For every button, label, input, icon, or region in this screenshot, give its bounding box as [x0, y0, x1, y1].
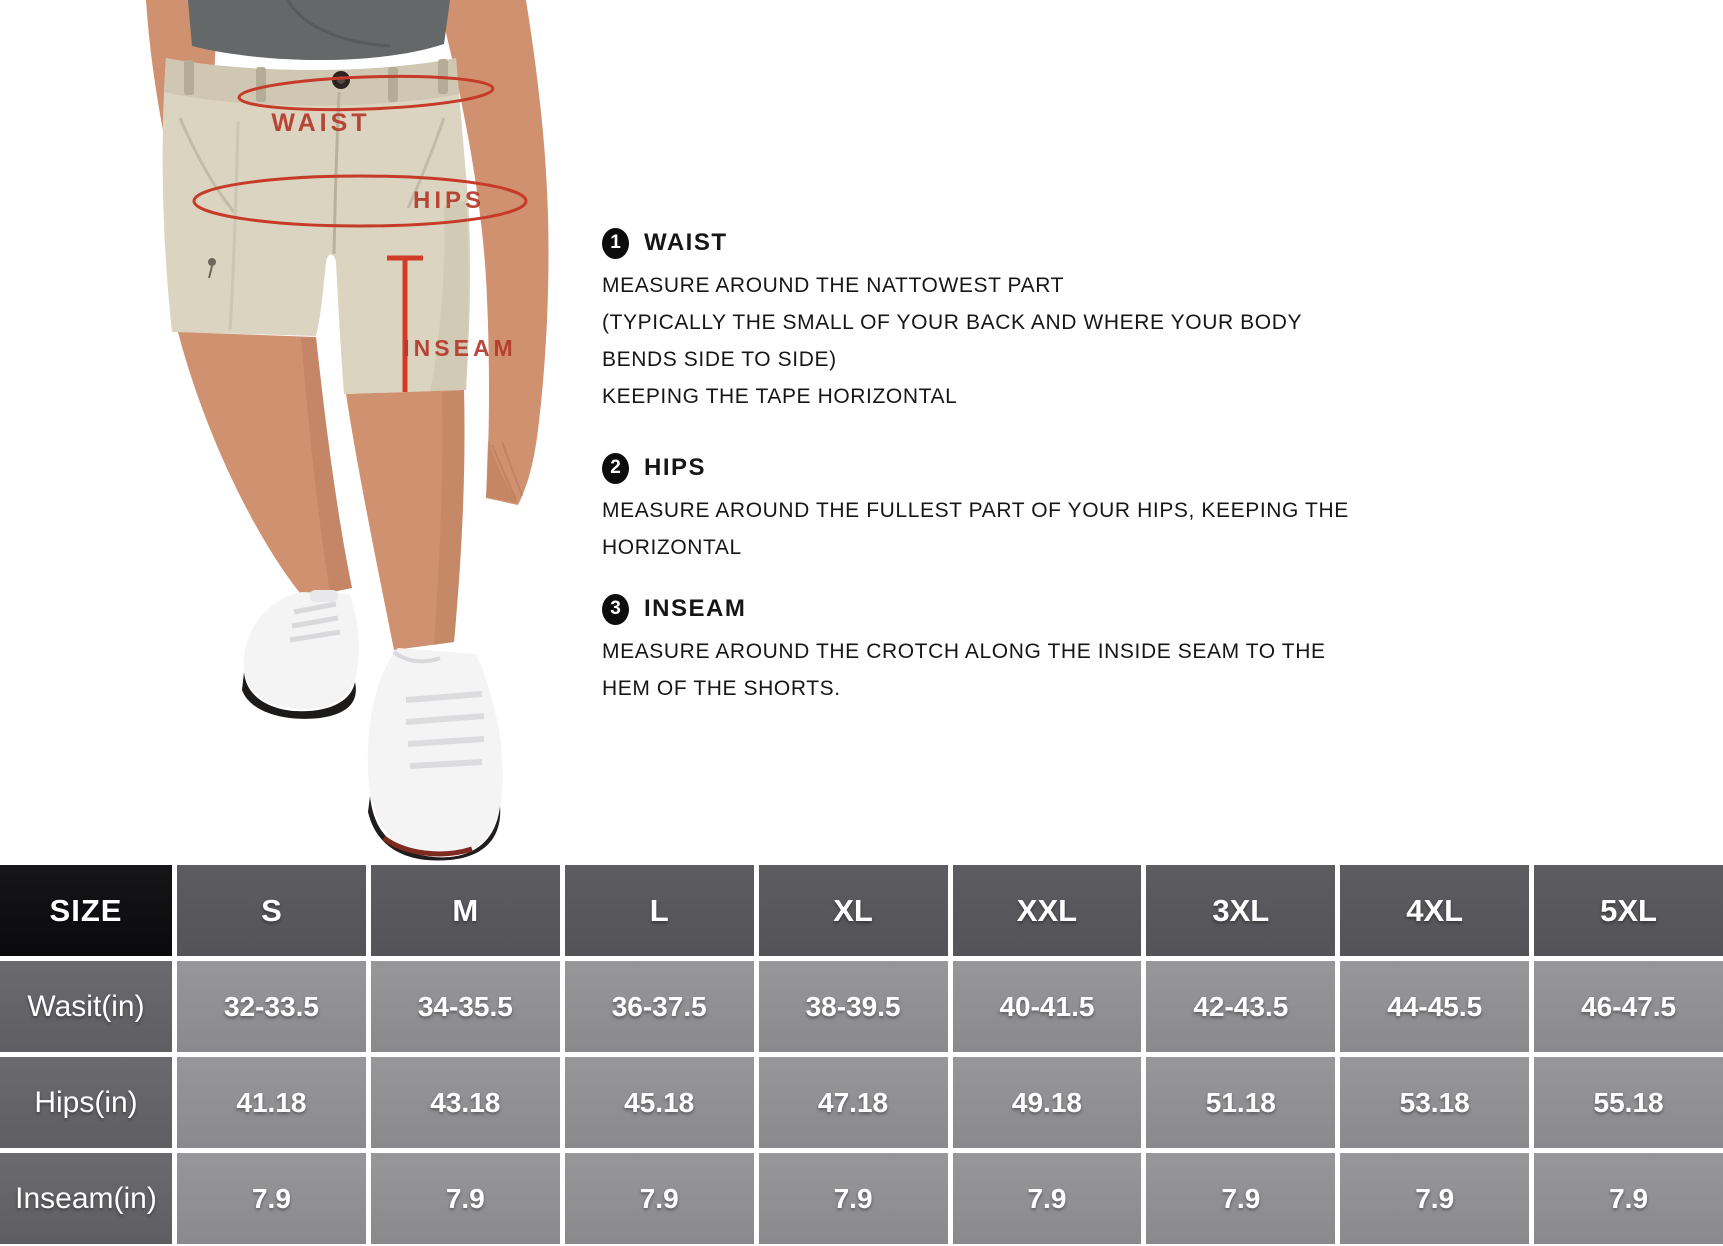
instruction-waist-line: (TYPICALLY THE SMALL OF YOUR BACK AND WHERE YOUR BODY: [602, 311, 1303, 334]
instruction-inseam-line: HEM OF THE SHORTS.: [602, 677, 841, 700]
inseam-value: 7.9: [953, 1153, 1142, 1244]
instruction-waist: [602, 226, 1302, 415]
left-shoe: [242, 590, 359, 719]
size-table-header-xl: XL: [759, 865, 948, 956]
waist-value: 36-37.5: [565, 961, 754, 1052]
waist-value: 44-45.5: [1340, 961, 1529, 1052]
size-table-header-l: L: [565, 865, 754, 956]
hips-value: 49.18: [953, 1057, 1142, 1148]
instruction-hips-line: HORIZONTAL: [602, 536, 742, 559]
hips-photo-label: HIPS: [412, 187, 486, 214]
hips-value: 43.18: [371, 1057, 560, 1148]
instruction-inseam-line: MEASURE AROUND THE CROTCH ALONG THE INSIDE SEAM TO THE: [602, 640, 1326, 663]
inseam-row-label: Inseam(in): [0, 1153, 172, 1244]
waist-value: 46-47.5: [1534, 961, 1723, 1052]
waist-value: 34-35.5: [371, 961, 560, 1052]
size-table-header-s: S: [177, 865, 366, 956]
hips-value: 45.18: [565, 1057, 754, 1148]
instruction-inseam-title: INSEAM: [644, 595, 747, 622]
instruction-waist-line: MEASURE AROUND THE NATTOWEST PART: [602, 274, 1065, 297]
waist-photo-label: WAIST: [271, 109, 371, 137]
instruction-hips: [602, 451, 1349, 566]
hips-value: 53.18: [1340, 1057, 1529, 1148]
inseam-value: 7.9: [1146, 1153, 1335, 1244]
instruction-waist-line: BENDS SIDE TO SIDE): [602, 348, 837, 371]
waist-value: 32-33.5: [177, 961, 366, 1052]
size-table-header-4xl: 4XL: [1340, 865, 1529, 956]
inseam-value: 7.9: [177, 1153, 366, 1244]
step-1-badge: 1: [602, 228, 629, 259]
hips-row-label: Hips(in): [0, 1057, 172, 1148]
instruction-waist-title: WAIST: [644, 229, 728, 256]
inseam-value: 7.9: [1534, 1153, 1723, 1244]
size-table-header-m: M: [371, 865, 560, 956]
instruction-hips-title: HIPS: [644, 454, 707, 481]
hips-value: 47.18: [759, 1057, 948, 1148]
right-shoe: [368, 648, 503, 861]
inseam-value: 7.9: [371, 1153, 560, 1244]
waist-row-label: Wasit(in): [0, 961, 172, 1052]
size-table-header-5xl: 5XL: [1534, 865, 1723, 956]
inseam-value: 7.9: [565, 1153, 754, 1244]
instruction-inseam: [602, 592, 1326, 707]
inseam-value: 7.9: [759, 1153, 948, 1244]
waist-value: 38-39.5: [759, 961, 948, 1052]
size-table: [0, 862, 1723, 1244]
instruction-hips-line: MEASURE AROUND THE FULLEST PART OF YOUR HIPS, KEEPING THE: [602, 499, 1349, 522]
size-table-header-xxl: XXL: [953, 865, 1142, 956]
instruction-waist-line: KEEPING THE TAPE HORIZONTAL: [602, 385, 958, 408]
waist-value: 42-43.5: [1146, 961, 1335, 1052]
step-2-badge: 2: [602, 453, 629, 484]
model-photo: [88, 0, 608, 862]
step-3-badge: 3: [602, 594, 629, 625]
model-shirt: [188, 0, 450, 60]
size-table-header-3xl: 3XL: [1146, 865, 1335, 956]
hips-value: 41.18: [177, 1057, 366, 1148]
hips-value: 51.18: [1146, 1057, 1335, 1148]
size-table-header-size: SIZE: [0, 865, 172, 956]
waist-value: 40-41.5: [953, 961, 1142, 1052]
hips-value: 55.18: [1534, 1057, 1723, 1148]
inseam-value: 7.9: [1340, 1153, 1529, 1244]
inseam-photo-label: INSEAM: [403, 335, 517, 361]
